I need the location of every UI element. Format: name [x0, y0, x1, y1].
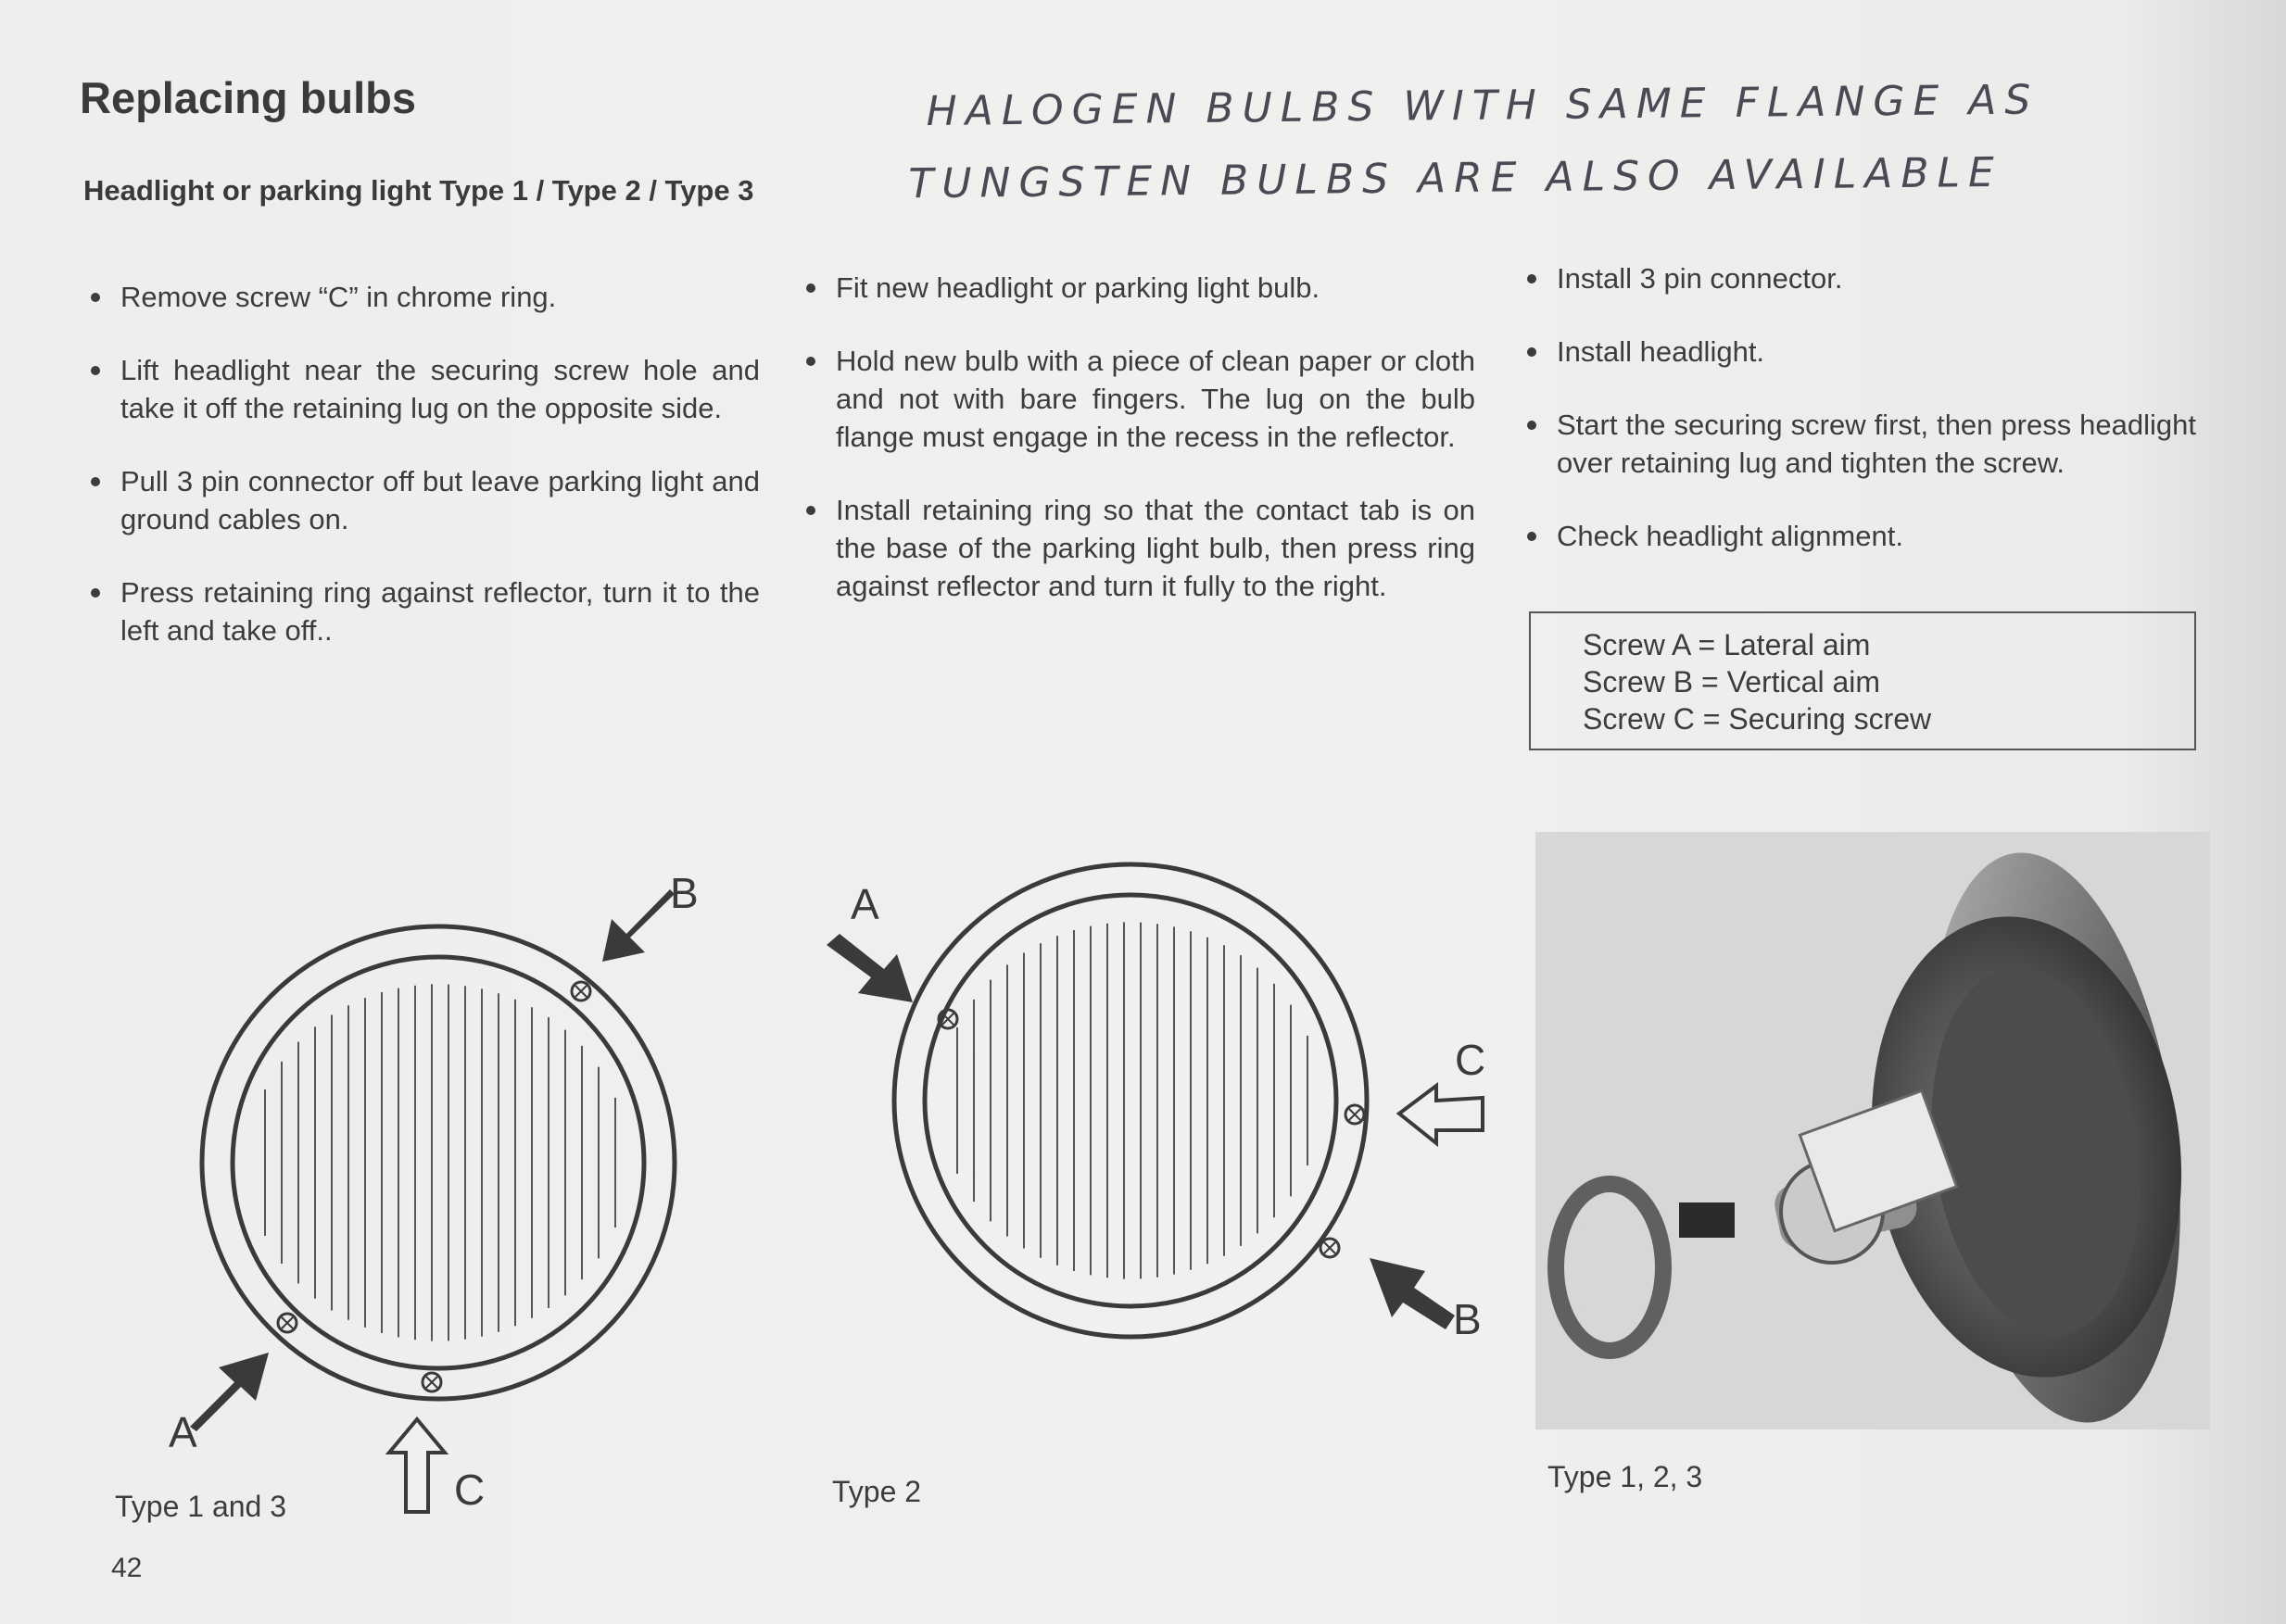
- instruction-item: Fit new headlight or parking light bulb.: [799, 269, 1475, 307]
- instructions-column-3: [1520, 259, 2196, 590]
- lens-lines: [265, 984, 615, 1341]
- arrow-a-icon: [190, 1353, 269, 1431]
- label-a: A: [169, 1408, 197, 1456]
- screw-icon: [572, 982, 590, 1001]
- arrow-b-icon: [602, 889, 675, 962]
- instruction-item: Press retaining ring against reflector, turn it to the left and take off..: [83, 573, 760, 649]
- outer-ring: [894, 864, 1367, 1337]
- label-c: C: [1455, 1036, 1486, 1084]
- screw-icon: [1320, 1239, 1339, 1257]
- screw-icon: [1345, 1105, 1364, 1124]
- instruction-item: Hold new bulb with a piece of clean paper or cloth and not with bare fingers. The lug on the bulb flange must engage in the recess in the reflector.: [799, 342, 1475, 456]
- label-b: B: [1453, 1295, 1482, 1343]
- lens-lines: [957, 922, 1307, 1278]
- instruction-item: Remove screw “C” in chrome ring.: [83, 278, 760, 316]
- headlight-diagram-type-2: [806, 852, 1510, 1371]
- headlight-assembly-photo-icon: [1535, 832, 2210, 1429]
- arrow-c-icon: [389, 1419, 445, 1512]
- label-c: C: [454, 1466, 486, 1514]
- handwritten-line-1: HALOGEN BULBS WITH SAME FLANGE AS: [926, 76, 2040, 136]
- screw-icon: [423, 1373, 441, 1391]
- instruction-item: Lift headlight near the securing screw hole and take it off the retaining lug on the opposite side.: [83, 351, 760, 427]
- instruction-item: Start the securing screw first, then press headlight over retaining lug and tighten the screw.: [1520, 406, 2196, 482]
- instruction-item: Pull 3 pin connector off but leave parking light and ground cables on.: [83, 462, 760, 538]
- instruction-item: Install retaining ring so that the contact tab is on the base of the parking light bulb, then press ring against reflector and turn it fully to the right.: [799, 491, 1475, 605]
- handwritten-line-2: TUNGSTEN BULBS ARE ALSO AVAILABLE: [908, 148, 2003, 208]
- arrow-c-icon: [1399, 1086, 1483, 1143]
- arrow-a-icon: [827, 934, 913, 1002]
- screw-legend-box: [1529, 611, 2196, 750]
- page-title: Replacing bulbs: [80, 73, 416, 122]
- headlight-diagram-type-1-3: [139, 852, 788, 1519]
- screw-legend-line: Screw B = Vertical aim: [1583, 665, 1880, 699]
- instruction-item: Install headlight.: [1520, 333, 2196, 371]
- instruction-item: Check headlight alignment.: [1520, 517, 2196, 555]
- handwritten-note: [908, 63, 2169, 220]
- outer-ring: [202, 926, 675, 1399]
- figure-caption: Type 1, 2, 3: [1547, 1460, 1703, 1493]
- instructions-column-2: [799, 269, 1475, 640]
- arrow-b-icon: [1370, 1258, 1455, 1329]
- screw-legend-line: Screw C = Securing screw: [1583, 702, 1932, 736]
- page-number: 42: [111, 1553, 143, 1583]
- label-b: B: [670, 869, 699, 917]
- page-subtitle: Headlight or parking light Type 1 / Type 2 / Type 3: [83, 174, 754, 207]
- figure-caption: Type 2: [832, 1475, 922, 1508]
- screw-icon: [278, 1314, 297, 1332]
- instruction-item: Install 3 pin connector.: [1520, 259, 2196, 297]
- label-a: A: [851, 880, 879, 928]
- figure-caption: Type 1 and 3: [115, 1490, 287, 1523]
- instructions-column-1: [83, 278, 760, 685]
- screw-legend-line: Screw A = Lateral aim: [1583, 628, 1871, 661]
